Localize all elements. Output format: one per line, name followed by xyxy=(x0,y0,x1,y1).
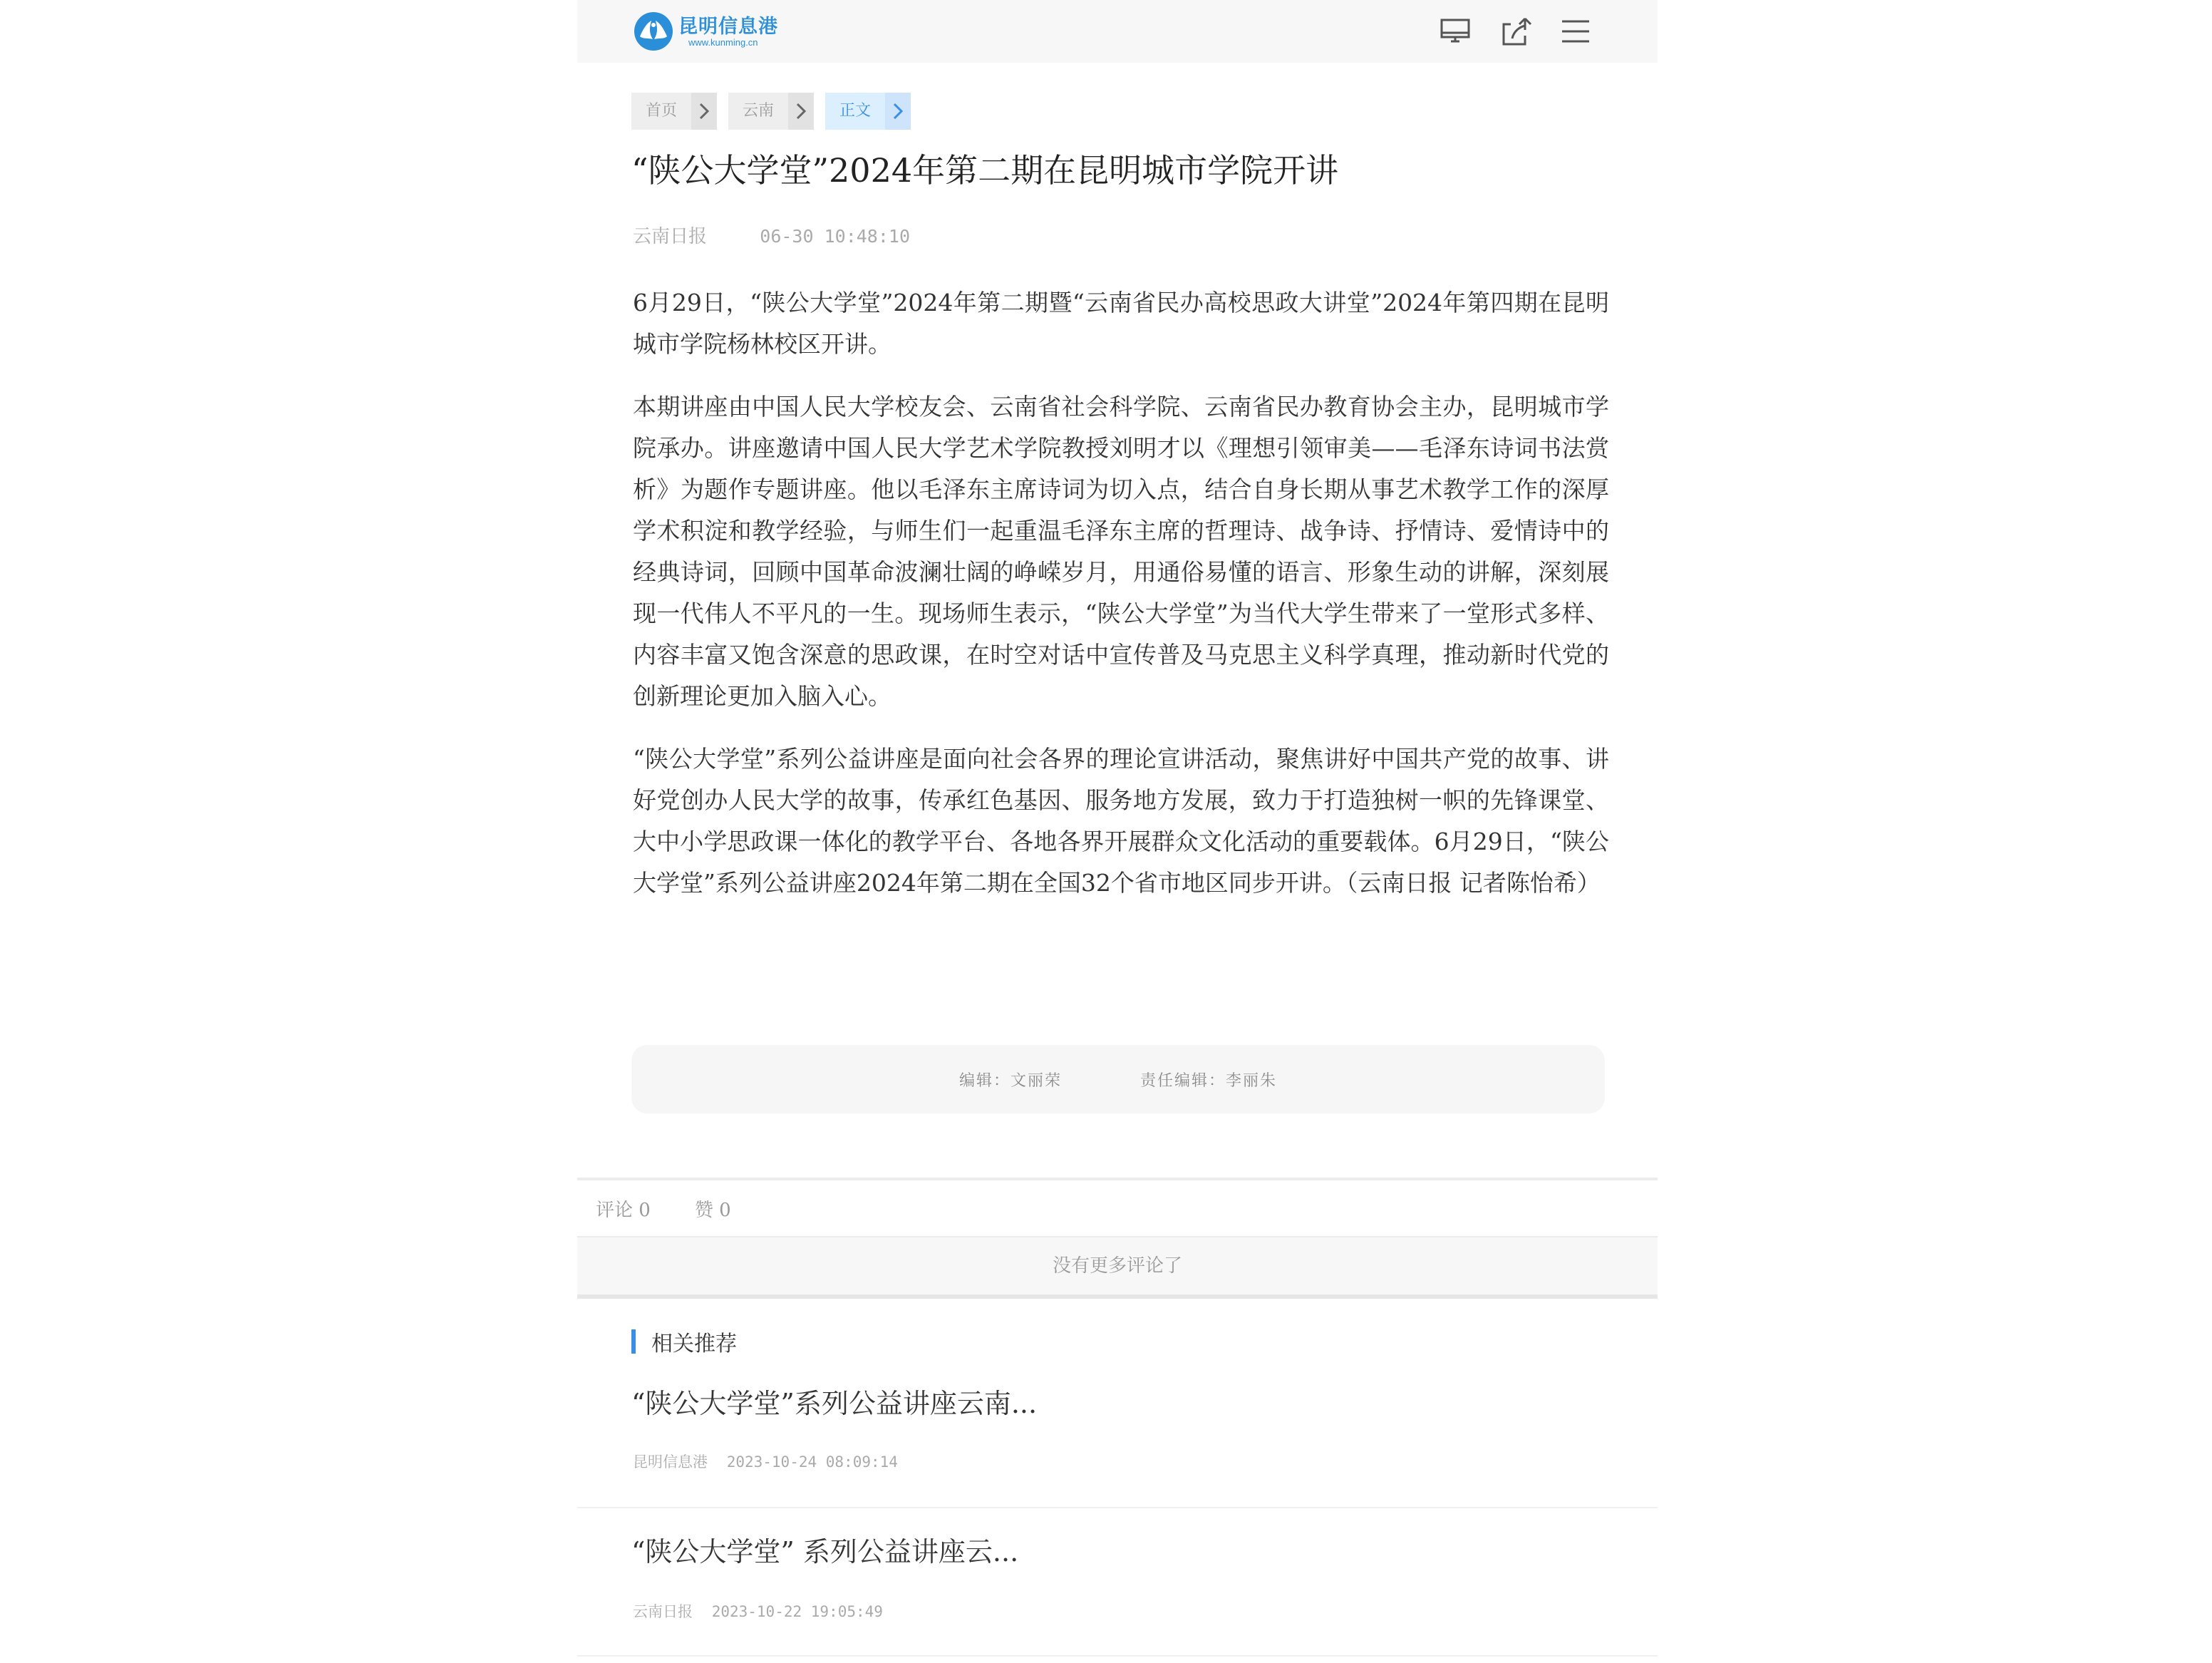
related-item-time: 2023-10-24 08:09:14 xyxy=(726,1453,898,1471)
related-item-source: 云南日报 xyxy=(633,1603,693,1620)
breadcrumb xyxy=(631,93,922,130)
related-item-source: 昆明信息港 xyxy=(633,1453,708,1471)
editor-info xyxy=(631,1045,1605,1113)
chevron-right-icon xyxy=(691,93,717,130)
article-title: “陕公大学堂”2024年第二期在昆明城市学院开讲 xyxy=(631,151,1339,190)
breadcrumb-label: 正文 xyxy=(825,93,885,130)
editor-name: 编辑：文丽荣 xyxy=(958,1071,1062,1090)
logo-name: 昆明信息港 xyxy=(678,16,778,37)
related-item[interactable] xyxy=(577,1508,1658,1657)
breadcrumb-current[interactable] xyxy=(825,93,911,130)
chief-editor-name: 责任编辑：李丽朱 xyxy=(1140,1071,1278,1090)
related-title: 相关推荐 xyxy=(651,1332,737,1356)
related-item-title[interactable]: “陕公大学堂” 系列公益讲座云... xyxy=(631,1536,1019,1567)
breadcrumb-yunnan[interactable] xyxy=(728,93,814,130)
article-time: 06-30 10:48:10 xyxy=(760,226,910,247)
accent-bar xyxy=(631,1329,636,1354)
top-bar xyxy=(577,0,1658,63)
no-more-comments: 没有更多评论了 xyxy=(577,1237,1658,1294)
like-count[interactable]: 赞 0 xyxy=(694,1199,731,1221)
related-item[interactable] xyxy=(577,1369,1658,1508)
logo-url: www.kunming.cn xyxy=(688,37,758,48)
article-paragraph: 6月29日，“陕公大学堂”2024年第二期暨“云南省民办高校思政大讲堂”2024年第四期在昆明城市学院杨林校区开讲。 xyxy=(633,289,1609,358)
site-logo[interactable] xyxy=(633,7,778,56)
logo-mark-icon xyxy=(633,11,674,52)
comment-bar xyxy=(577,1180,1658,1237)
article-meta xyxy=(633,224,910,249)
article-source: 云南日报 xyxy=(633,226,708,247)
related-item-meta xyxy=(633,1451,898,1473)
breadcrumb-label: 云南 xyxy=(728,93,788,130)
article-paragraph: 本期讲座由中国人民大学校友会、云南省社会科学院、云南省民办教育协会主办，昆明城市学院承办。讲座邀请中国人民大学艺术学院教授刘明才以《理想引领审美——毛泽东诗词书法赏析》为题作专题讲座。他以毛泽东主席诗词为切入点，结合自身长期从事艺术教学工作的深厚学术积淀和教学经验，与师生们一起重温毛泽东主席的哲理诗、战争诗、抒情诗、爱情诗中的经典诗词，回顾中国革命波澜壮阔的峥嵘岁月，用通俗易懂的语言、形象生动的讲解，深刻展现一代伟人不平凡的一生。现场师生表示，“陕公大学堂”为当代大学生带来了一堂形式多样、内容丰富又饱含深意的思政课，在时空对话中宣传普及马克思主义科学真理，推动新时代党的创新理论更加入脑入心。 xyxy=(633,393,1609,710)
chevron-right-icon xyxy=(788,93,814,130)
share-icon[interactable] xyxy=(1498,14,1532,48)
related-heading xyxy=(631,1329,737,1354)
menu-icon[interactable] xyxy=(1558,14,1592,48)
comment-count[interactable]: 评论 0 xyxy=(596,1199,651,1221)
related-item-meta xyxy=(633,1601,883,1622)
desktop-icon[interactable] xyxy=(1438,14,1472,48)
related-item-title[interactable]: “陕公大学堂”系列公益讲座云南... xyxy=(631,1388,1038,1419)
article-paragraph: “陕公大学堂”系列公益讲座是面向社会各界的理论宣讲活动，聚焦讲好中国共产党的故事、讲好党创办人民大学的故事，传承红色基因、服务地方发展，致力于打造独树一帜的先锋课堂、大中小学思政课一体化的教学平台、各地各界开展群众文化活动的重要载体。6月29日，“陕公大学堂”系列公益讲座2024年第二期在全国32个省市地区同步开讲。（云南日报 记者陈怡希） xyxy=(633,745,1609,897)
chevron-right-icon xyxy=(885,93,911,130)
mobile-page xyxy=(577,0,1658,1663)
article-body xyxy=(633,282,1609,925)
breadcrumb-label: 首页 xyxy=(631,93,691,130)
breadcrumb-home[interactable] xyxy=(631,93,717,130)
related-item-time: 2023-10-22 19:05:49 xyxy=(711,1603,883,1620)
divider xyxy=(577,1294,1658,1299)
